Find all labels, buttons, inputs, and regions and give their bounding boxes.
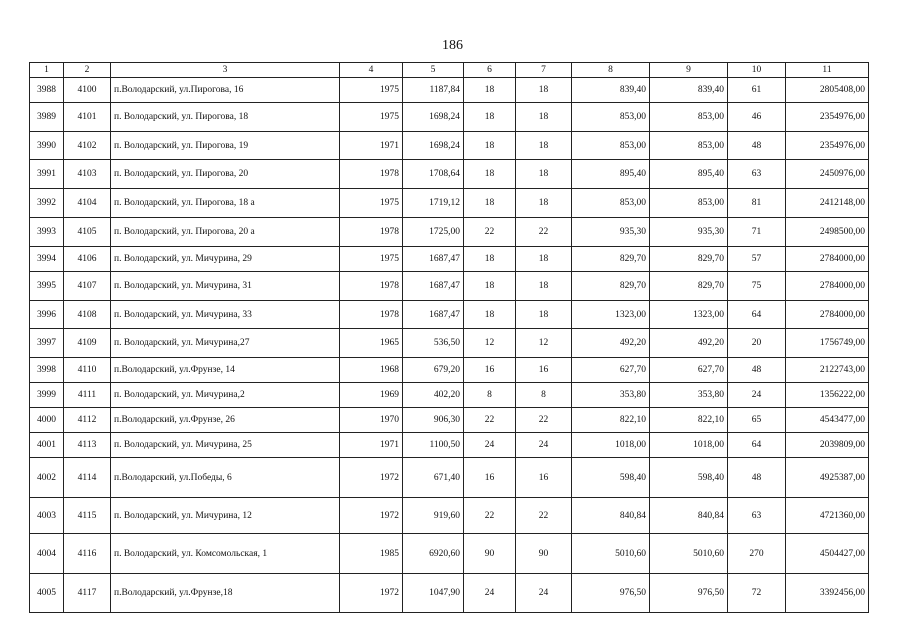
table-row (30, 103, 869, 132)
year-built-cell: 1965 (340, 329, 403, 358)
cost-cell: 2784000,00 (786, 247, 869, 272)
apartments-count-cell: 18 (516, 103, 572, 132)
address-cell: п. Володарский, ул. Мичурина, 12 (111, 498, 340, 534)
apartments-cell: 18 (464, 247, 516, 272)
apartments-cell: 18 (464, 189, 516, 218)
cost-cell: 1356222,00 (786, 383, 869, 408)
apartments-count-cell: 18 (516, 78, 572, 103)
residents-cell: 64 (728, 433, 786, 458)
total-area-cell: 536,50 (403, 329, 464, 358)
row-number-cell: 4004 (30, 534, 64, 574)
row-number-cell: 3996 (30, 301, 64, 329)
living-area-cell: 829,70 (572, 247, 650, 272)
living-area-cell: 895,40 (572, 160, 650, 189)
row-number-cell: 3989 (30, 103, 64, 132)
cost-cell: 2412148,00 (786, 189, 869, 218)
year-built-cell: 1972 (340, 458, 403, 498)
residents-cell: 46 (728, 103, 786, 132)
table-row (30, 272, 869, 301)
apartments-count-cell: 18 (516, 160, 572, 189)
address-cell: п. Володарский, ул. Пирогова, 20 а (111, 218, 340, 247)
living-area-cell: 5010,60 (572, 534, 650, 574)
living-area-total-cell: 1018,00 (650, 433, 728, 458)
row-number-cell: 4001 (30, 433, 64, 458)
living-area-cell: 853,00 (572, 103, 650, 132)
total-area-cell: 1719,12 (403, 189, 464, 218)
living-area-cell: 935,30 (572, 218, 650, 247)
apartments-count-cell: 12 (516, 329, 572, 358)
living-area-cell: 840,84 (572, 498, 650, 534)
living-area-total-cell: 492,20 (650, 329, 728, 358)
address-cell: п.Володарский, ул.Пирогова, 16 (111, 78, 340, 103)
apartments-cell: 12 (464, 329, 516, 358)
living-area-total-cell: 627,70 (650, 358, 728, 383)
residents-cell: 72 (728, 574, 786, 613)
apartments-count-cell: 18 (516, 301, 572, 329)
apartments-count-cell: 22 (516, 408, 572, 433)
column-header: 4 (340, 63, 403, 78)
year-built-cell: 1972 (340, 498, 403, 534)
address-cell: п. Володарский, ул. Мичурина,27 (111, 329, 340, 358)
apartments-count-cell: 16 (516, 458, 572, 498)
total-area-cell: 1725,00 (403, 218, 464, 247)
residents-cell: 81 (728, 189, 786, 218)
residents-cell: 48 (728, 458, 786, 498)
living-area-cell: 853,00 (572, 132, 650, 160)
living-area-total-cell: 935,30 (650, 218, 728, 247)
table-row (30, 498, 869, 534)
registry-number-cell: 4117 (64, 574, 111, 613)
registry-number-cell: 4100 (64, 78, 111, 103)
living-area-cell: 492,20 (572, 329, 650, 358)
address-cell: п. Володарский, ул. Мичурина, 31 (111, 272, 340, 301)
registry-number-cell: 4111 (64, 383, 111, 408)
address-cell: п. Володарский, ул. Мичурина, 33 (111, 301, 340, 329)
registry-number-cell: 4102 (64, 132, 111, 160)
registry-number-cell: 4106 (64, 247, 111, 272)
row-number-cell: 4002 (30, 458, 64, 498)
address-cell: п.Володарский, ул.Фрунзе, 26 (111, 408, 340, 433)
residents-cell: 57 (728, 247, 786, 272)
column-header: 6 (464, 63, 516, 78)
row-number-cell: 3997 (30, 329, 64, 358)
apartments-cell: 18 (464, 160, 516, 189)
housing-register-table (29, 62, 869, 613)
cost-cell: 2784000,00 (786, 272, 869, 301)
address-cell: п. Володарский, ул. Мичурина,2 (111, 383, 340, 408)
table-row (30, 160, 869, 189)
apartments-count-cell: 22 (516, 498, 572, 534)
total-area-cell: 6920,60 (403, 534, 464, 574)
row-number-cell: 4000 (30, 408, 64, 433)
column-header: 8 (572, 63, 650, 78)
row-number-cell: 3993 (30, 218, 64, 247)
table-row (30, 408, 869, 433)
registry-number-cell: 4103 (64, 160, 111, 189)
living-area-total-cell: 839,40 (650, 78, 728, 103)
year-built-cell: 1978 (340, 160, 403, 189)
living-area-total-cell: 840,84 (650, 498, 728, 534)
living-area-cell: 1323,00 (572, 301, 650, 329)
registry-number-cell: 4104 (64, 189, 111, 218)
apartments-count-cell: 16 (516, 358, 572, 383)
living-area-total-cell: 829,70 (650, 272, 728, 301)
registry-number-cell: 4115 (64, 498, 111, 534)
table-row (30, 78, 869, 103)
living-area-cell: 853,00 (572, 189, 650, 218)
apartments-cell: 24 (464, 433, 516, 458)
year-built-cell: 1975 (340, 103, 403, 132)
apartments-count-cell: 22 (516, 218, 572, 247)
apartments-cell: 22 (464, 218, 516, 247)
year-built-cell: 1971 (340, 433, 403, 458)
address-cell: п. Володарский, ул. Пирогова, 19 (111, 132, 340, 160)
cost-cell: 4504427,00 (786, 534, 869, 574)
living-area-cell: 976,50 (572, 574, 650, 613)
living-area-cell: 627,70 (572, 358, 650, 383)
column-header: 2 (64, 63, 111, 78)
residents-cell: 270 (728, 534, 786, 574)
total-area-cell: 671,40 (403, 458, 464, 498)
registry-number-cell: 4108 (64, 301, 111, 329)
registry-number-cell: 4105 (64, 218, 111, 247)
living-area-total-cell: 822,10 (650, 408, 728, 433)
apartments-cell: 18 (464, 132, 516, 160)
apartments-cell: 18 (464, 301, 516, 329)
residents-cell: 61 (728, 78, 786, 103)
row-number-cell: 4005 (30, 574, 64, 613)
apartments-count-cell: 24 (516, 433, 572, 458)
year-built-cell: 1975 (340, 78, 403, 103)
total-area-cell: 1687,47 (403, 301, 464, 329)
registry-number-cell: 4113 (64, 433, 111, 458)
living-area-cell: 598,40 (572, 458, 650, 498)
living-area-total-cell: 853,00 (650, 189, 728, 218)
table-row (30, 301, 869, 329)
apartments-cell: 16 (464, 358, 516, 383)
page-number: 186 (442, 38, 463, 53)
total-area-cell: 1698,24 (403, 132, 464, 160)
registry-number-cell: 4112 (64, 408, 111, 433)
address-cell: п. Володарский, ул. Комсомольская, 1 (111, 534, 340, 574)
table-row (30, 433, 869, 458)
total-area-cell: 919,60 (403, 498, 464, 534)
year-built-cell: 1975 (340, 247, 403, 272)
column-header: 5 (403, 63, 464, 78)
column-header: 3 (111, 63, 340, 78)
residents-cell: 75 (728, 272, 786, 301)
living-area-total-cell: 353,80 (650, 383, 728, 408)
column-header: 10 (728, 63, 786, 78)
cost-cell: 2498500,00 (786, 218, 869, 247)
total-area-cell: 679,20 (403, 358, 464, 383)
table-row (30, 132, 869, 160)
total-area-cell: 1047,90 (403, 574, 464, 613)
table-row (30, 189, 869, 218)
table-row (30, 383, 869, 408)
living-area-total-cell: 598,40 (650, 458, 728, 498)
apartments-count-cell: 18 (516, 189, 572, 218)
apartments-count-cell: 24 (516, 574, 572, 613)
total-area-cell: 906,30 (403, 408, 464, 433)
year-built-cell: 1975 (340, 189, 403, 218)
table-row (30, 358, 869, 383)
cost-cell: 2450976,00 (786, 160, 869, 189)
address-cell: п. Володарский, ул. Мичурина, 29 (111, 247, 340, 272)
year-built-cell: 1971 (340, 132, 403, 160)
address-cell: п. Володарский, ул. Пирогова, 20 (111, 160, 340, 189)
total-area-cell: 1687,47 (403, 247, 464, 272)
table-row (30, 218, 869, 247)
row-number-cell: 3988 (30, 78, 64, 103)
registry-number-cell: 4101 (64, 103, 111, 132)
apartments-count-cell: 90 (516, 534, 572, 574)
registry-number-cell: 4109 (64, 329, 111, 358)
cost-cell: 4925387,00 (786, 458, 869, 498)
apartments-cell: 90 (464, 534, 516, 574)
table-row (30, 458, 869, 498)
cost-cell: 2354976,00 (786, 132, 869, 160)
column-header: 11 (786, 63, 869, 78)
year-built-cell: 1978 (340, 218, 403, 247)
row-number-cell: 3995 (30, 272, 64, 301)
apartments-cell: 22 (464, 408, 516, 433)
cost-cell: 4543477,00 (786, 408, 869, 433)
row-number-cell: 4003 (30, 498, 64, 534)
year-built-cell: 1968 (340, 358, 403, 383)
table-row (30, 534, 869, 574)
address-cell: п.Володарский, ул.Победы, 6 (111, 458, 340, 498)
residents-cell: 20 (728, 329, 786, 358)
total-area-cell: 1698,24 (403, 103, 464, 132)
residents-cell: 24 (728, 383, 786, 408)
row-number-cell: 3998 (30, 358, 64, 383)
header-row (30, 63, 869, 78)
living-area-total-cell: 5010,60 (650, 534, 728, 574)
row-number-cell: 3999 (30, 383, 64, 408)
cost-cell: 4721360,00 (786, 498, 869, 534)
apartments-count-cell: 8 (516, 383, 572, 408)
apartments-count-cell: 18 (516, 132, 572, 160)
living-area-cell: 839,40 (572, 78, 650, 103)
cost-cell: 2039809,00 (786, 433, 869, 458)
row-number-cell: 3991 (30, 160, 64, 189)
year-built-cell: 1978 (340, 272, 403, 301)
residents-cell: 48 (728, 132, 786, 160)
residents-cell: 71 (728, 218, 786, 247)
living-area-cell: 1018,00 (572, 433, 650, 458)
cost-cell: 3392456,00 (786, 574, 869, 613)
apartments-cell: 18 (464, 78, 516, 103)
living-area-total-cell: 829,70 (650, 247, 728, 272)
table-row (30, 329, 869, 358)
address-cell: п. Володарский, ул. Мичурина, 25 (111, 433, 340, 458)
apartments-cell: 22 (464, 498, 516, 534)
living-area-cell: 829,70 (572, 272, 650, 301)
residents-cell: 63 (728, 498, 786, 534)
cost-cell: 2805408,00 (786, 78, 869, 103)
address-cell: п. Володарский, ул. Пирогова, 18 а (111, 189, 340, 218)
total-area-cell: 1687,47 (403, 272, 464, 301)
year-built-cell: 1972 (340, 574, 403, 613)
living-area-total-cell: 895,40 (650, 160, 728, 189)
row-number-cell: 3990 (30, 132, 64, 160)
living-area-total-cell: 1323,00 (650, 301, 728, 329)
apartments-cell: 18 (464, 272, 516, 301)
cost-cell: 2354976,00 (786, 103, 869, 132)
residents-cell: 65 (728, 408, 786, 433)
cost-cell: 1756749,00 (786, 329, 869, 358)
column-header: 1 (30, 63, 64, 78)
cost-cell: 2784000,00 (786, 301, 869, 329)
living-area-total-cell: 853,00 (650, 132, 728, 160)
table-row (30, 574, 869, 613)
total-area-cell: 1100,50 (403, 433, 464, 458)
total-area-cell: 402,20 (403, 383, 464, 408)
year-built-cell: 1969 (340, 383, 403, 408)
apartments-cell: 18 (464, 103, 516, 132)
residents-cell: 63 (728, 160, 786, 189)
apartments-cell: 16 (464, 458, 516, 498)
registry-number-cell: 4110 (64, 358, 111, 383)
living-area-cell: 822,10 (572, 408, 650, 433)
cost-cell: 2122743,00 (786, 358, 869, 383)
total-area-cell: 1187,84 (403, 78, 464, 103)
apartments-cell: 24 (464, 574, 516, 613)
year-built-cell: 1978 (340, 301, 403, 329)
registry-number-cell: 4114 (64, 458, 111, 498)
registry-number-cell: 4107 (64, 272, 111, 301)
residents-cell: 48 (728, 358, 786, 383)
table-row (30, 247, 869, 272)
column-header: 9 (650, 63, 728, 78)
apartments-cell: 8 (464, 383, 516, 408)
registry-number-cell: 4116 (64, 534, 111, 574)
row-number-cell: 3992 (30, 189, 64, 218)
living-area-total-cell: 853,00 (650, 103, 728, 132)
address-cell: п. Володарский, ул. Пирогова, 18 (111, 103, 340, 132)
living-area-cell: 353,80 (572, 383, 650, 408)
residents-cell: 64 (728, 301, 786, 329)
total-area-cell: 1708,64 (403, 160, 464, 189)
apartments-count-cell: 18 (516, 272, 572, 301)
year-built-cell: 1985 (340, 534, 403, 574)
column-header: 7 (516, 63, 572, 78)
apartments-count-cell: 18 (516, 247, 572, 272)
row-number-cell: 3994 (30, 247, 64, 272)
address-cell: п.Володарский, ул.Фрунзе, 14 (111, 358, 340, 383)
address-cell: п.Володарский, ул.Фрунзе,18 (111, 574, 340, 613)
year-built-cell: 1970 (340, 408, 403, 433)
living-area-total-cell: 976,50 (650, 574, 728, 613)
